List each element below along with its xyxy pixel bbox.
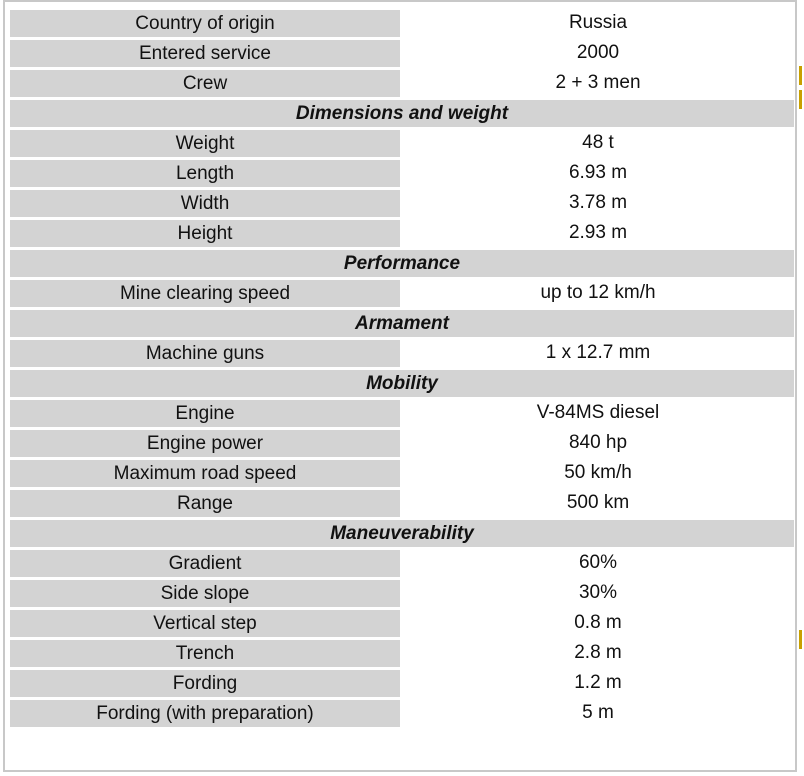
clipped-adjacent-text: [799, 60, 804, 700]
spec-value: V-84MS diesel: [536, 402, 660, 423]
spec-label: Engine power: [10, 430, 400, 457]
table-row: [10, 10, 794, 40]
spec-value: 3.78 m: [568, 192, 628, 213]
section-title: Performance: [10, 250, 794, 277]
spec-label: Width: [10, 190, 400, 217]
spec-label: Crew: [10, 70, 400, 97]
table-row: [10, 580, 794, 610]
spec-label: Weight: [10, 130, 400, 157]
table-row: [10, 430, 794, 460]
section-header-row: [10, 520, 794, 550]
table-row: [10, 130, 794, 160]
table-row: [10, 160, 794, 190]
spec-value: 2.93 m: [568, 222, 628, 243]
table-row: [10, 280, 794, 310]
spec-value: 6.93 m: [568, 162, 628, 183]
table-row: [10, 550, 794, 580]
spec-label: Side slope: [10, 580, 400, 607]
section-header-row: [10, 370, 794, 400]
spec-value: 30%: [578, 582, 618, 603]
spec-value: 500 km: [566, 492, 630, 513]
section-title: Armament: [10, 310, 794, 337]
section-title: Dimensions and weight: [10, 100, 794, 127]
section-header-row: [10, 310, 794, 340]
spec-table: [10, 10, 794, 730]
table-row: [10, 340, 794, 370]
table-row: [10, 460, 794, 490]
spec-label: Height: [10, 220, 400, 247]
section-title: Mobility: [10, 370, 794, 397]
spec-value: 60%: [578, 552, 618, 573]
table-row: [10, 610, 794, 640]
spec-label: Engine: [10, 400, 400, 427]
spec-label: Length: [10, 160, 400, 187]
spec-label: Machine guns: [10, 340, 400, 367]
spec-value: Russia: [568, 12, 628, 33]
spec-value: 2 + 3 men: [555, 72, 641, 93]
spec-value: 2.8 m: [574, 642, 622, 663]
clipped-highlight-mark: [799, 90, 802, 109]
section-title: Maneuverability: [10, 520, 794, 547]
table-row: [10, 670, 794, 700]
table-row: [10, 40, 794, 70]
table-row: [10, 700, 794, 730]
spec-value: 2000: [576, 42, 620, 63]
spec-label: Mine clearing speed: [10, 280, 400, 307]
spec-value: 48 t: [582, 132, 614, 153]
table-row: [10, 70, 794, 100]
spec-value: 5 m: [582, 702, 614, 723]
spec-label: Vertical step: [10, 610, 400, 637]
table-row: [10, 220, 794, 250]
table-row: [10, 490, 794, 520]
clipped-highlight-mark: [799, 66, 802, 85]
spec-value: 1 x 12.7 mm: [545, 342, 651, 363]
section-header-row: [10, 250, 794, 280]
table-row: [10, 400, 794, 430]
section-header-row: [10, 100, 794, 130]
spec-label: Fording (with preparation): [10, 700, 400, 727]
spec-value: 1.2 m: [574, 672, 622, 693]
table-row: [10, 190, 794, 220]
spec-label: Trench: [10, 640, 400, 667]
spec-label: Gradient: [10, 550, 400, 577]
spec-label: Maximum road speed: [10, 460, 400, 487]
clipped-highlight-mark: [799, 630, 802, 649]
table-row: [10, 640, 794, 670]
spec-value: 840 hp: [568, 432, 628, 453]
spec-label: Fording: [10, 670, 400, 697]
spec-label: Country of origin: [10, 10, 400, 37]
spec-value: 50 km/h: [564, 462, 632, 483]
spec-value: 0.8 m: [574, 612, 622, 633]
spec-value: up to 12 km/h: [540, 282, 656, 303]
spec-label: Entered service: [10, 40, 400, 67]
spec-label: Range: [10, 490, 400, 517]
